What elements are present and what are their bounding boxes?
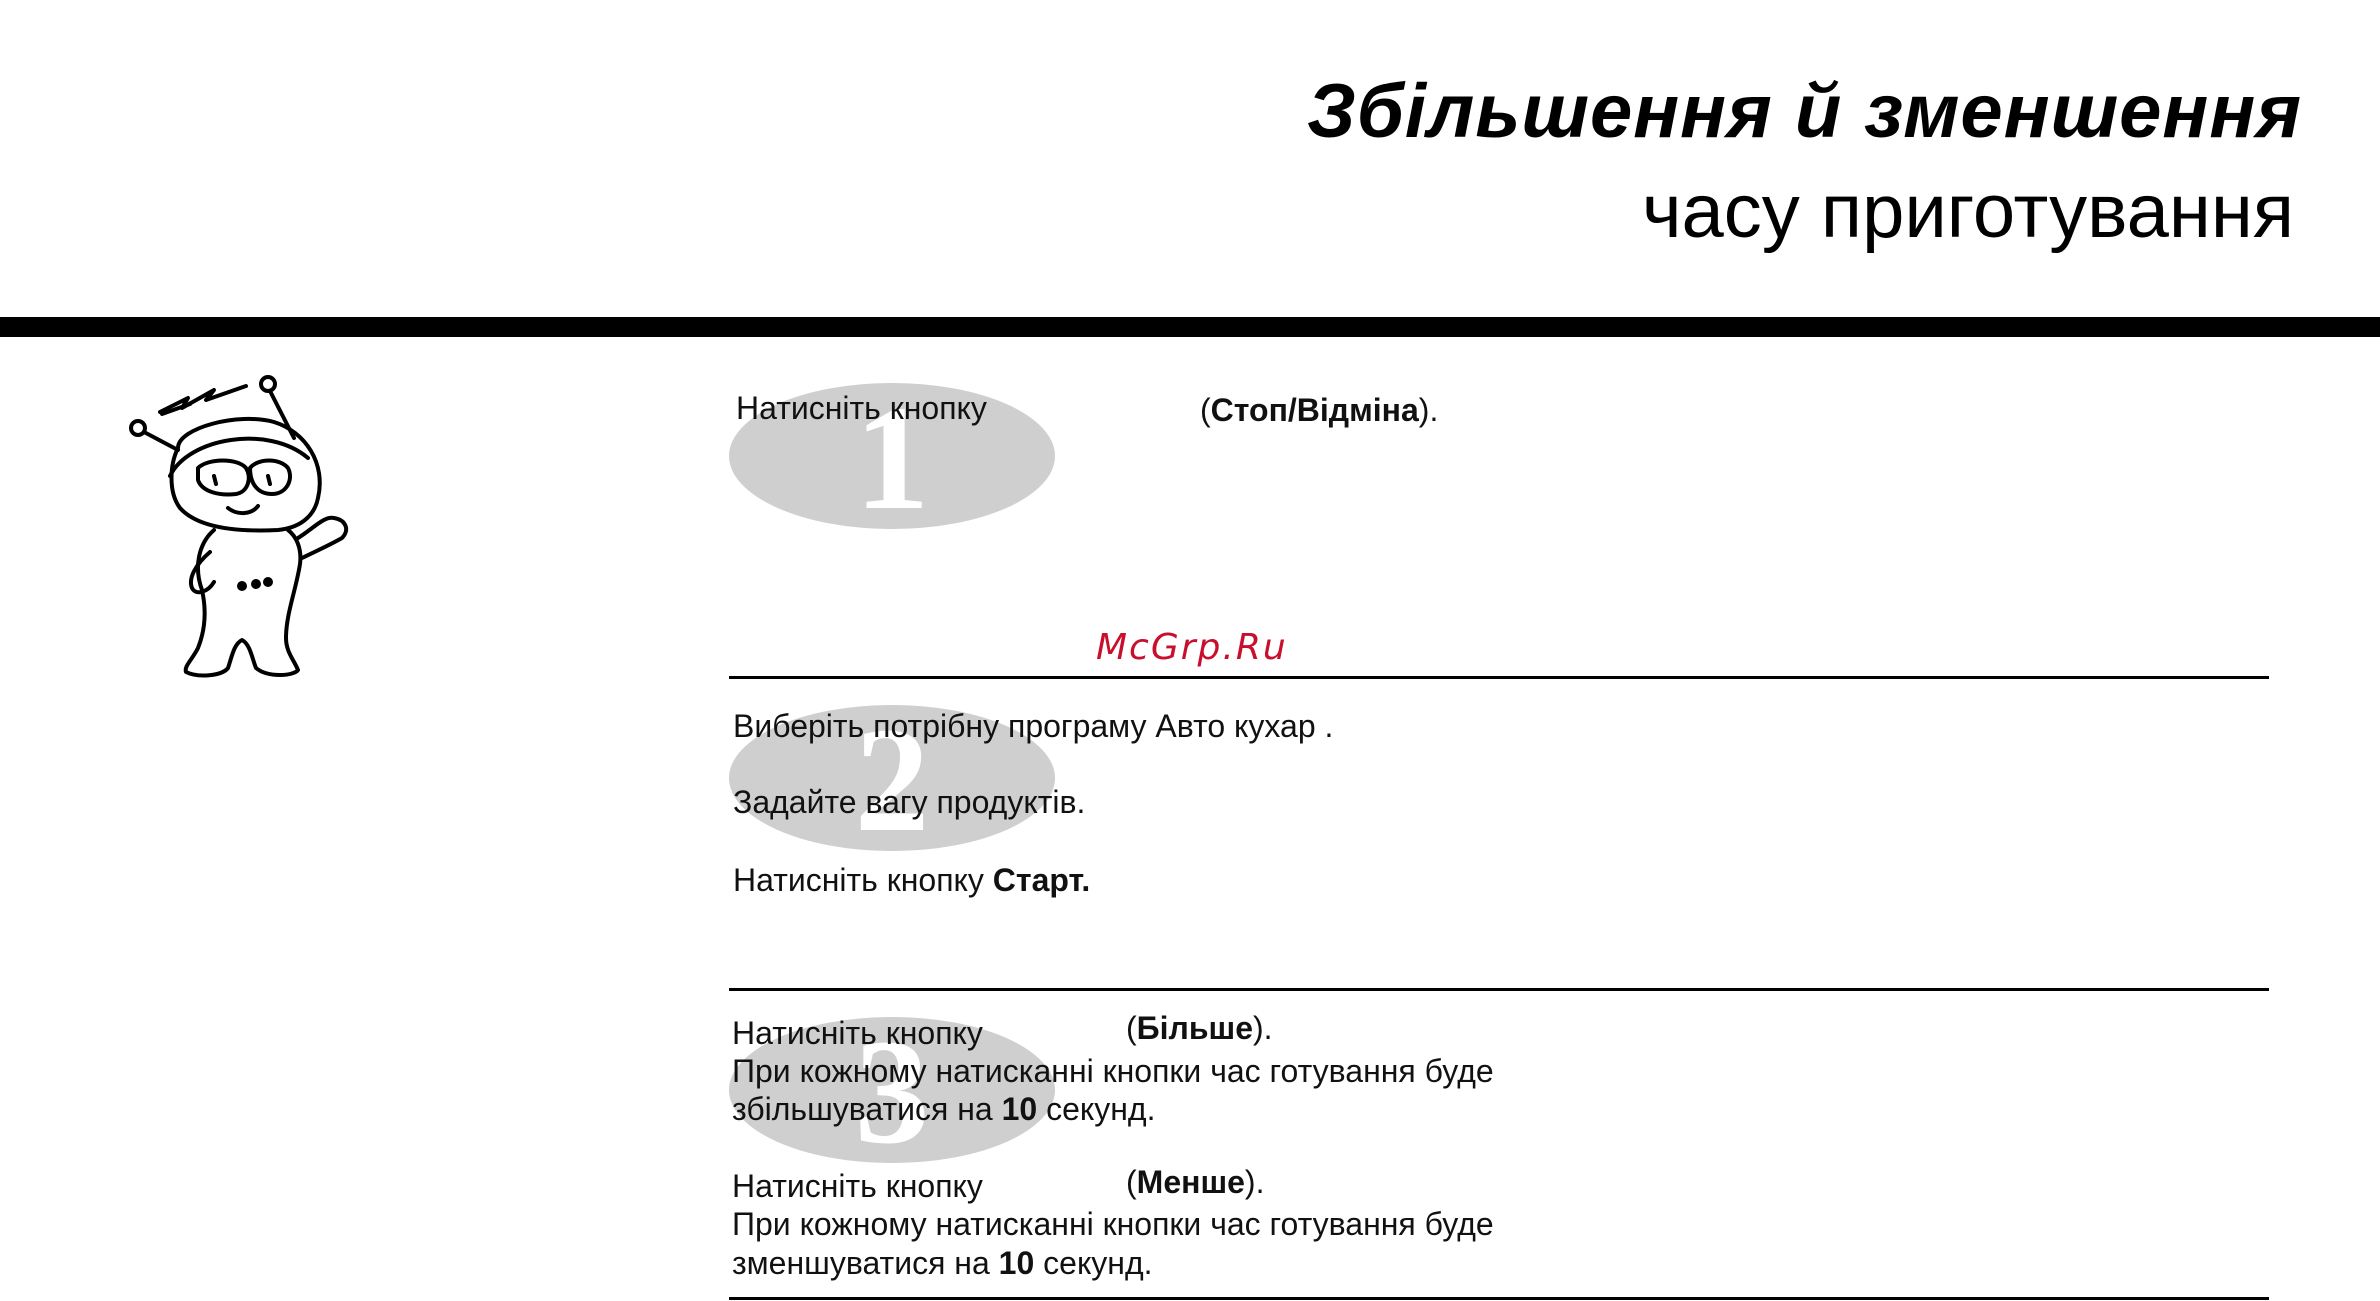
step-3-less-desc-2: зменшуватися на 10 секунд.	[732, 1245, 1153, 1281]
stop-cancel-button-label: Стоп/Відміна	[1210, 392, 1419, 428]
step-3-more-desc-2: збільшуватися на 10 секунд.	[732, 1091, 1156, 1127]
step-divider-3	[729, 1297, 2269, 1300]
page-title: Збільшення й зменшення	[1306, 69, 2302, 154]
step-3-less-prefix: Натисніть кнопку	[732, 1168, 983, 1204]
step-2-line-2: Задайте вагу продуктів.	[733, 784, 1086, 820]
step-2-line-3: Натисніть кнопку Старт.	[733, 862, 1091, 898]
step-3-more-button-ref: (Більше).	[1126, 1010, 1273, 1046]
page-subtitle: часу приготування	[1641, 169, 2294, 254]
step-number-3: 3	[854, 1017, 930, 1163]
step-2-line-1: Виберіть потрібну програму Авто кухар .	[733, 708, 1334, 744]
step-divider-1	[729, 676, 2269, 679]
step-3-less-desc-1: При кожному натисканні кнопки час готування буде	[732, 1206, 1494, 1242]
header-rule	[0, 317, 2380, 337]
step-1-button-ref: (Стоп/Відміна).	[1200, 392, 1439, 428]
less-button-label: Менше	[1136, 1164, 1245, 1200]
step-1-text	[736, 390, 987, 427]
step-number-2: 2	[854, 705, 930, 851]
step-3-more-desc-1: При кожному натисканні кнопки час готування буде	[732, 1053, 1494, 1089]
mascot-icon	[118, 368, 378, 688]
start-button-label: Старт.	[992, 862, 1091, 898]
step-number-1: 1	[854, 383, 930, 529]
watermark-text: McGrp.Ru	[1096, 627, 1288, 668]
step-1-prefix: Натисніть кнопку	[736, 390, 987, 426]
step-3-less-button-ref: (Менше).	[1126, 1164, 1265, 1200]
step-3-more-prefix: Натисніть кнопку	[732, 1015, 983, 1051]
step-divider-2	[729, 988, 2269, 991]
more-button-label: Більше	[1136, 1010, 1254, 1046]
